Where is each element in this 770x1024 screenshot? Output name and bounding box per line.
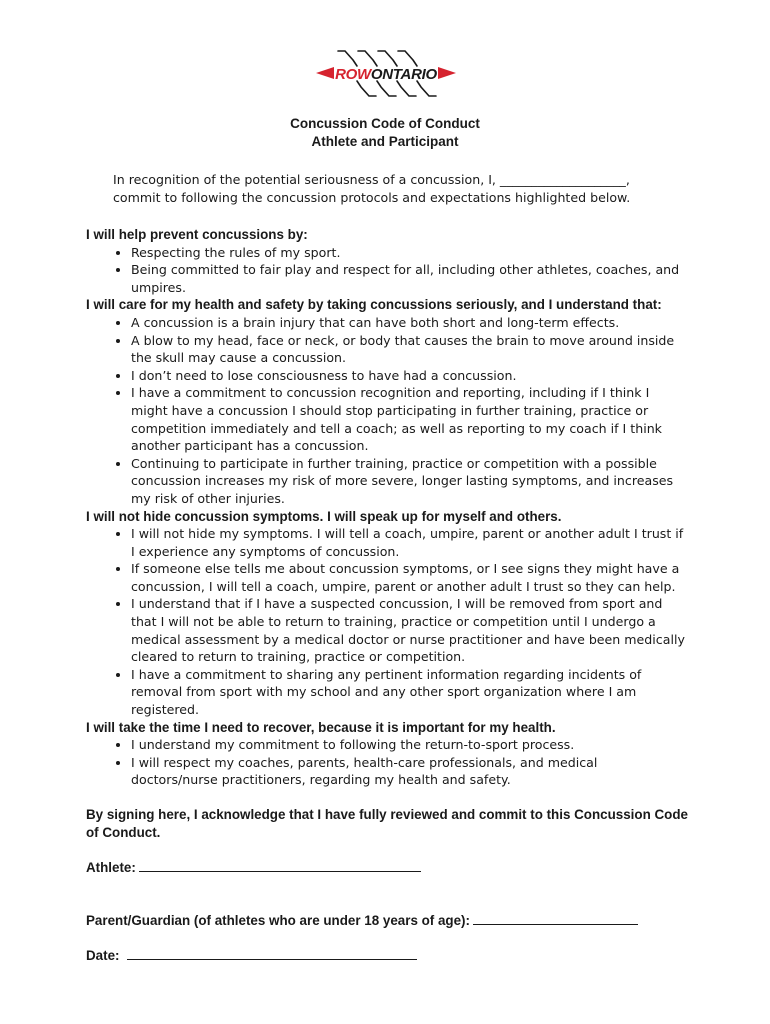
intro-line-1: In recognition of the potential seriousness of a concussion, I, ____________________, <box>113 172 630 187</box>
list-item: • I understand that if I have a suspected concussion, I will be removed from sport and that I will not be able to return to training, practice or competition until I undergo a medical assessment by a medical doctor or nurse practitioner and have been medically cleared to return to training, practice or competition. <box>131 595 686 665</box>
svg-text:ROWONTARIO <box>335 66 437 83</box>
athlete-signature-row <box>86 859 421 875</box>
parent-signature-line[interactable] <box>473 912 638 925</box>
care-list <box>86 314 686 508</box>
athlete-signature-line[interactable] <box>139 859 421 872</box>
list-item: • I have a commitment to sharing any pertinent information regarding incidents of removal from sport with my school and any other sport organization where I am registered. <box>131 666 686 719</box>
date-label: Date: <box>86 948 120 963</box>
list-item: • A concussion is a brain injury that can have both short and long-term effects. <box>131 314 686 332</box>
section-heading-prevent: I will help prevent concussions by: <box>86 227 308 242</box>
intro-line-2: commit to following the concussion protocols and expectations highlighted below. <box>113 190 631 205</box>
list-item: • A blow to my head, face or neck, or body that causes the brain to move around inside the skull may cause a concussion. <box>131 332 686 367</box>
recover-list <box>86 736 686 789</box>
prevent-list <box>86 244 686 297</box>
list-item: • Being committed to fair play and respect for all, including other athletes, coaches, and umpires. <box>131 261 686 296</box>
intro-paragraph <box>113 171 673 207</box>
acknowledgement-text: By signing here, I acknowledge that I have fully reviewed and commit to this Concussion Code of Conduct. <box>86 807 688 840</box>
parent-guardian-label: Parent/Guardian (of athletes who are under 18 years of age): <box>86 913 470 928</box>
list-item: • I understand my commitment to following the return-to-sport process. <box>131 736 686 754</box>
section-heading-care: I will care for my health and safety by taking concussions seriously, and I understand that: <box>86 297 662 313</box>
parent-signature-row <box>86 912 638 928</box>
logo-right-arrow <box>438 67 456 79</box>
commitments-body <box>86 226 686 789</box>
list-item: • I have a commitment to concussion recognition and reporting, including if I think I might have a concussion I should stop participating in further training, practice or competition immediately and tell a coach; as well as reporting to my coach if I think another participant has a concussion. <box>131 384 686 454</box>
list-item: • I don’t need to lose consciousness to have had a concussion. <box>131 367 686 385</box>
list-item: • Respecting the rules of my sport. <box>131 244 686 262</box>
not-hide-list <box>86 525 686 719</box>
date-line[interactable] <box>127 947 417 960</box>
logo-left-arrow <box>316 67 334 79</box>
section-heading-not-hide: I will not hide concussion symptoms. I will speak up for myself and others. <box>86 508 562 524</box>
row-ontario-logo <box>312 48 460 98</box>
document-subtitle: Athlete and Participant <box>311 134 459 149</box>
list-item: • Continuing to participate in further training, practice or competition with a possible concussion increases my risk of more severe, longer lasting symptoms, and increases my risk of other injuries. <box>131 455 686 508</box>
document-title: Concussion Code of Conduct <box>290 116 480 131</box>
athlete-label: Athlete: <box>86 860 136 875</box>
logo-text-ontario: ONTARIO <box>370 66 437 83</box>
logo-text-row: ROW <box>335 66 371 83</box>
list-item: • If someone else tells me about concussion symptoms, or I see signs they might have a concussion, I will tell a coach, umpire, parent or another adult I trust so they can help. <box>131 560 686 595</box>
list-item: • I will not hide my symptoms. I will tell a coach, umpire, parent or another adult I trust if I experience any symptoms of concussion. <box>131 525 686 560</box>
list-item: • I will respect my coaches, parents, health-care professionals, and medical doctors/nurse practitioners, regarding my health and safety. <box>131 754 686 789</box>
section-heading-recover: I will take the time I need to recover, because it is important for my health. <box>86 719 556 735</box>
date-row <box>86 947 417 963</box>
